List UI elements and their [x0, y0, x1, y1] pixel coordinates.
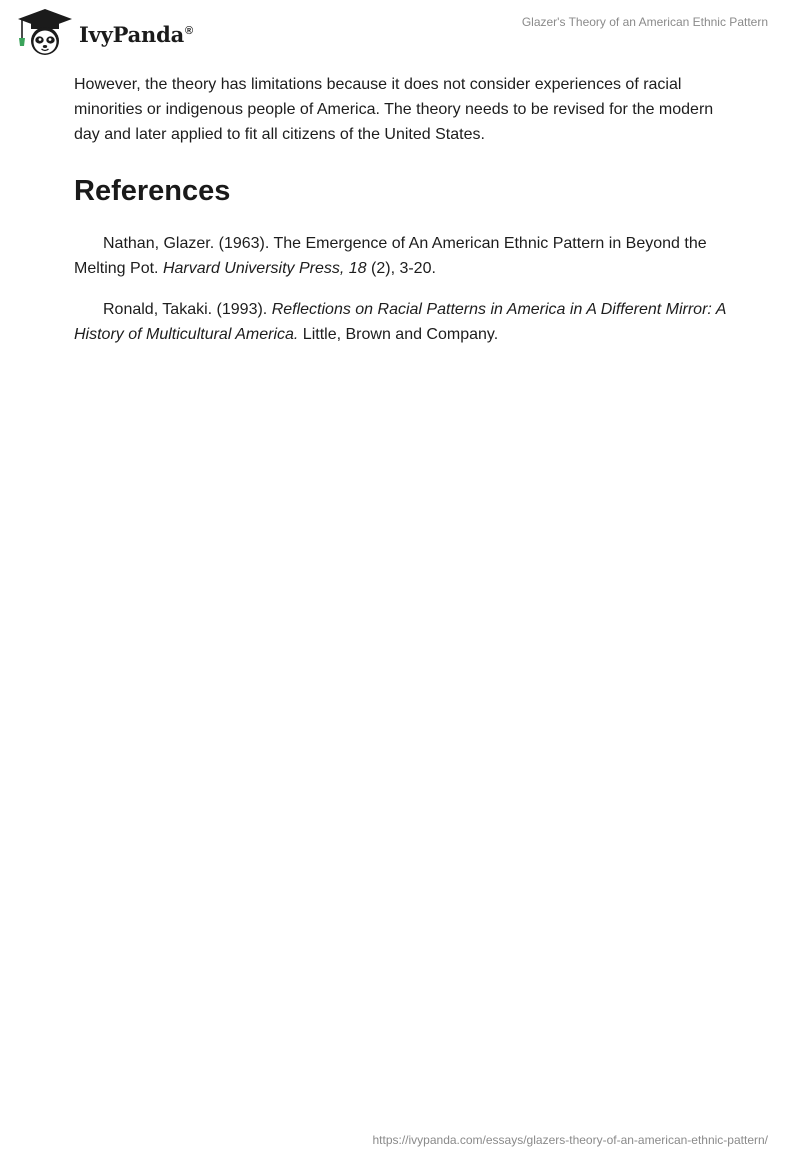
reference-entry	[74, 231, 734, 281]
logo-text: IvyPanda	[79, 21, 185, 47]
logo-wordmark	[79, 22, 193, 47]
reference-text: Little, Brown and Company.	[298, 326, 499, 343]
body-paragraph: However, the theory has limitations because it does not consider experiences of racial minorities or indigenous people of America. The theory needs to be revised for the modern day and later applied to fit all citizens of the United States.	[74, 76, 714, 143]
reference-text: (2), 3-20.	[366, 260, 436, 277]
registered-mark: ®	[185, 24, 193, 37]
reference-text: Nathan, Glazer. (1963). The Emergence of An American Ethnic Pattern in Beyond the Melting Pot.	[74, 235, 707, 277]
reference-italic-text: Harvard University Press, 18	[162, 260, 367, 277]
running-title: Glazer's Theory of an American Ethnic Pattern	[521, 15, 768, 29]
references-heading: References	[74, 175, 231, 207]
reference-italic-text: Reflections on Racial Patterns in America in A Different Mirror: A History of Multicultural America.	[74, 301, 726, 343]
ivypanda-logo[interactable]	[16, 8, 193, 56]
panda-graduate-icon	[16, 8, 74, 56]
reference-text: Ronald, Takaki. (1993).	[103, 301, 272, 318]
source-url-link[interactable]: https://ivypanda.com/essays/glazers-theory-of-an-american-ethnic-pattern/	[372, 1133, 768, 1147]
reference-entry	[74, 297, 734, 347]
document-body	[74, 72, 734, 347]
